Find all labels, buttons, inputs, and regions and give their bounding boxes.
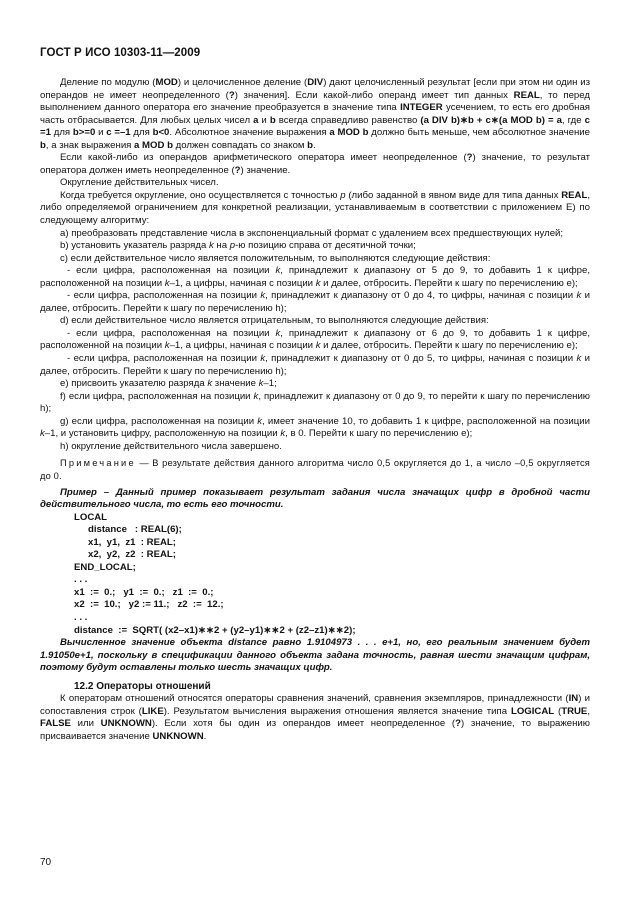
paragraph: Пример – Данный пример показывает результат задания числа значащих цифр в дробной части действительного числа, то есть его точности.	[40, 486, 590, 511]
code-line: x1, y1, z1 : REAL;	[88, 536, 176, 548]
paragraph: a) преобразовать представление числа в экспоненциальный формат с удалением всех предшествующих нулей;	[60, 227, 564, 239]
code-line: distance : REAL(6);	[88, 524, 182, 536]
paragraph: c) если действительное число является положительным, то выполняются следующие действия:	[60, 252, 491, 264]
paragraph: f) если цифра, расположенная на позиции k, принадлежит к диапазону от 0 до 9, то перейти к шагу по перечислению h);	[40, 390, 591, 415]
document-header: ГОСТ Р ИСО 10303-11—2009	[40, 47, 201, 59]
code-line: . . .	[74, 574, 88, 586]
paragraph: - если цифра, расположенная на позиции k, принадлежит к диапазону от 6 до 9, то добавить 1 к цифре, расположенной на позиции k–1, а цифры, начиная с позиции k и далее, отбросить. Перейти к шагу по перечислению e);	[40, 327, 590, 352]
paragraph: d) если действительное число является отрицательным, то выполняются следующие действия:	[60, 315, 489, 327]
paragraph: h) округление действительного числа завершено.	[60, 440, 282, 452]
code-line: LOCAL	[74, 511, 108, 523]
section-heading: 12.2 Операторы отношений	[74, 680, 211, 692]
code-line: . . .	[74, 611, 88, 623]
code-line: x2 := 10.; y2 := 11.; z2 := 12.;	[74, 599, 224, 611]
paragraph: - если цифра, расположенная на позиции k, принадлежит к диапазону от 5 до 9, то добавить 1 к цифре, расположенной на позиции k–1, а цифры, начиная с позиции k и далее, отбросить. Перейти к шагу по перечислению e);	[40, 265, 590, 289]
paragraph: Когда требуется округление, оно осуществляется с точностью p (либо заданной в явном виде для типа данных REAL, либо определяемой ограничением для конкретной реализации, устанавливаемым в соответствии с приложением E) по следующему алгоритму:	[40, 189, 590, 227]
code-line: END_LOCAL;	[74, 561, 136, 573]
paragraph: b) установить указатель разряда k на p-ю позицию справа от десятичной точки;	[60, 240, 416, 252]
paragraph: e) присвоить указателю разряда k значение k–1;	[60, 378, 277, 390]
paragraph: Вычисленное значение объекта distance равно 1.9104973 . . . e+1, но, его реальным значением будет 1.91050e+1, поскольку в спецификации данного объекта задана точность, равная шести значащим цифрам, поэтому будут оставлены только шесть значащих цифр.	[40, 637, 590, 674]
code-line: x1 := 0.; y1 := 0.; z1 := 0.;	[74, 586, 214, 598]
paragraph: Если какой-либо из операндов арифметического оператора имеет неопределенное (?) значение, то результат оператора должен иметь неопределенное (?) значение.	[40, 152, 591, 176]
paragraph: Деление по модулю (MOD) и целочисленное деление (DIV) дают целочисленный результат [если при этом ни один из операндов не имеет неопределенного (?) значения]. Если какой-либо операнд имеет тип данных REAL, то перед выполнением данного оператора его значение преобразуется в значение типа INTEGER усечением, то есть его дробная часть отбрасывается. Для любых целых чисел a и b всегда справедливо равенство (a DIV b)∗b + c∗(a MOD b) = a, где c =1 для b>=0 и c =–1 для b<0. Абсолютное значение выражения a MOD b должно быть меньше, чем абсолютное значение b, а знак выражения a MOD b должен совпадать со знаком b.	[40, 77, 590, 151]
page-number: 70	[40, 857, 52, 868]
document-body	[40, 77, 590, 743]
code-line: x2, y2, z2 : REAL;	[88, 549, 176, 561]
paragraph: Примечание — В результате действия данного алгоритма число 0,5 округляется до 1, а число –0,5 округляется до 0.	[40, 458, 590, 481]
paragraph: - если цифра, расположенная на позиции k, принадлежит к диапазону от 0 до 5, то цифры, начиная с позиции k и далее, отбросить. Перейти к шагу по перечислению h);	[40, 353, 590, 377]
paragraph: К операторам отношений относятся операторы сравнения значений, сравнения экземпляров, принадлежности (IN) и сопоставления строк (LIKE). Результатом вычисления выражения отношения является значение типа LOGICAL (TRUE, FALSE или UNKNOWN). Если хотя бы один из операндов имеет неопределенное (?) значение, то выражению присваивается значение UNKNOWN.	[40, 693, 590, 742]
paragraph: Округление действительных чисел.	[60, 177, 219, 189]
code-line: distance := SQRT( (x2–x1)∗∗2 + (y2–y1)∗∗2 + (z2–z1)∗∗2);	[74, 624, 356, 636]
paragraph: - если цифра, расположенная на позиции k, принадлежит к диапазону от 0 до 4, то цифры, начиная с позиции k и далее, отбросить. Перейти к шагу по перечислению h);	[40, 290, 590, 314]
paragraph: g) если цифра, расположенная на позиции k, имеет значение 10, то добавить 1 к цифре, расположенной на позиции k–1, и установить цифру, расположенную на позиции k, в 0. Перейти к шагу по перечислению e);	[40, 415, 590, 440]
